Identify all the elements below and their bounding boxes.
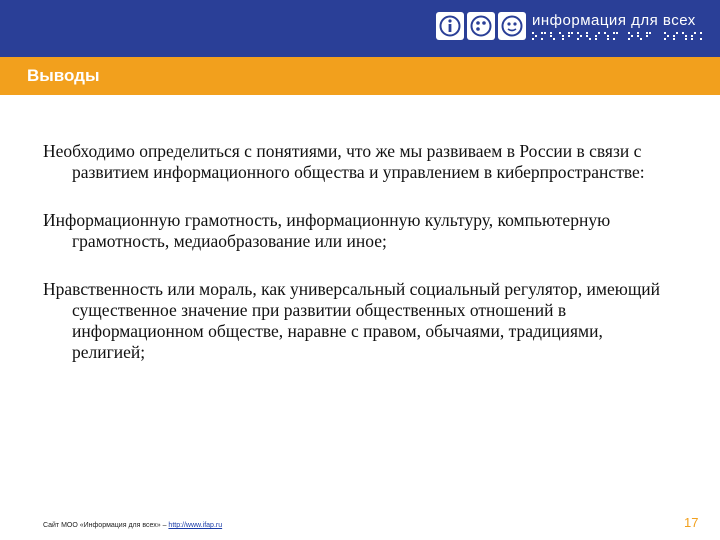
info-icon	[436, 12, 464, 40]
title-bar	[0, 57, 720, 95]
slide-title: Выводы	[27, 66, 100, 85]
footer-text: Сайт МОО «Информация для всех» –	[43, 522, 169, 529]
slide-body	[43, 141, 663, 390]
logo-text: информация для всех	[532, 12, 696, 29]
footer-note	[43, 522, 222, 529]
footer-link[interactable]: http://www.ifap.ru	[168, 522, 223, 529]
paragraph-literacy: Информационную грамотность, информационную культуру, компьютерную грамотность, медиаобразование или иное;	[43, 210, 611, 251]
braille-pattern-icon	[532, 32, 704, 40]
brand-logo	[436, 12, 706, 44]
page-number: 17	[684, 515, 699, 530]
paragraph-morality: Нравственность или мораль, как универсальный социальный регулятор, имеющий существенное значение при развитии общественных отношений в информационном обществе, наравне с правом, обычаями, традициями, религией;	[43, 279, 661, 362]
face-icon	[498, 12, 526, 40]
paragraph-definitions: Необходимо определиться с понятиями, что же мы развиваем в России в связи с развитием информационного общества и управлением в киберпространстве:	[43, 141, 645, 182]
header-bar	[0, 0, 720, 57]
braille-dots-icon	[467, 12, 495, 40]
